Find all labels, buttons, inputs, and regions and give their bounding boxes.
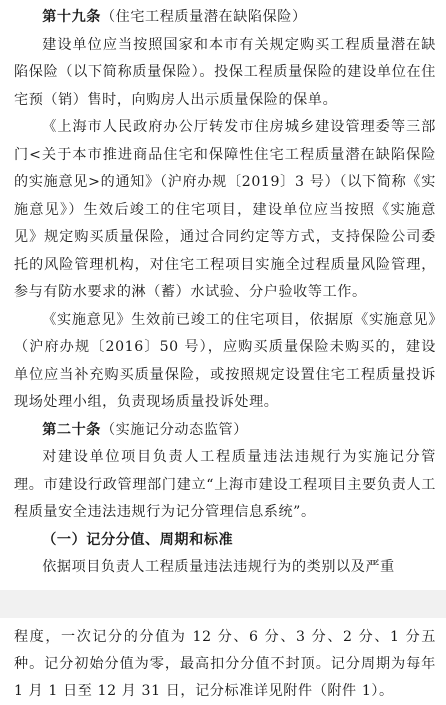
article-19-paragraph-3: 《实施意见》生效前已竣工的住宅项目，依据原《实施意见》（沪府办规〔2016〕50 号），应购买质量保险未购买的，建设单位应当补充购买质量保险，或按照规定设置住宅工程质量投诉现场处理小组，负责现场质量投诉处理。: [14, 311, 436, 410]
page-break-gap: [0, 590, 446, 618]
section-1-paragraph-start: 依据项目负责人工程质量违法违规行为的类别以及严重: [42, 559, 395, 575]
article-20-heading: [14, 417, 436, 445]
section-1-paragraph-continued: 程度，一次记分的分值为 12 分、6 分、3 分、2 分、1 分五种。记分初始分值为零，最高扣分分值不封顶。记分周期为每年 1 月 1 日至 12 月 31 日，记分标准详见附件（附件 1）。: [14, 629, 436, 699]
article-19-paragraph-1: 建设单位应当按照国家和本市有关规定购买工程质量潜在缺陷保险（以下简称质量保险）。投保工程质量保险的建设单位在住宅预（销）售时，向购房人出示质量保险的保单。: [14, 36, 436, 108]
page-lower-block: [0, 618, 446, 705]
article-19-paragraph-2: 《上海市人民政府办公厅转发市住房城乡建设管理委等三部门<关于本市推进商品住宅和保障性住宅工程质量潜在缺陷保险的实施意见>的通知》（沪府办规〔2019〕3 号）（以下简称《实施意见》）生效后竣工的住宅项目，建设单位应当按照《实施意见》规定购买质量保险，通过合同约定等方式，支持保险公司委托的风险管理机构，对住宅工程项目实施全过程质量风险管理，参与有防水要求的淋（蓄）水试验、分户验收等工作。: [14, 119, 436, 300]
article-19-title: （住宅工程质量潜在缺陷保险）: [100, 9, 307, 25]
article-19-heading: [14, 4, 436, 32]
article-20-number: 第二十条: [42, 421, 101, 438]
article-20-paragraph-1: 对建设单位项目负责人工程质量违法违规行为实施记分管理。市建设行政管理部门建立“上海市建设工程项目主要负责人工程质量安全违法违规行为记分管理信息系统”。: [14, 449, 436, 520]
article-20-title: （实施记分动态监管）: [100, 421, 248, 438]
article-19-number: 第十九条: [42, 9, 101, 25]
section-1-heading: （一）记分分值、周期和标准: [42, 531, 234, 548]
